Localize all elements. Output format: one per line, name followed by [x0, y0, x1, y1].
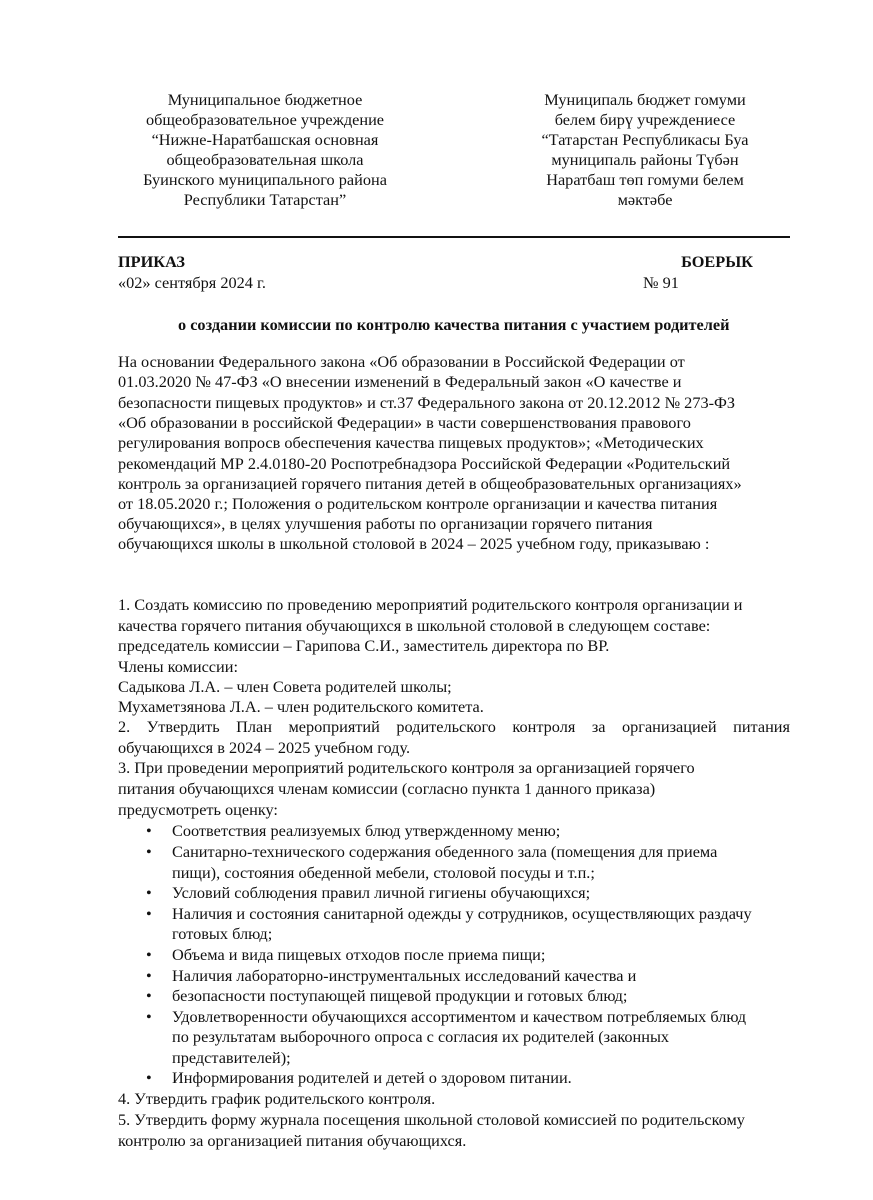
header-right-line: мәктәбе: [617, 190, 673, 209]
bullet-icon: •: [146, 986, 152, 1005]
header-divider: [118, 236, 790, 238]
list-item: Объема и вида пищевых отходов после приема пищи;: [172, 945, 546, 964]
list-item: Наличия и состояния санитарной одежды у сотрудников, осуществляющих раздачу: [172, 904, 752, 923]
list-item: Информирования родителей и детей о здоровом питании.: [172, 1068, 572, 1087]
text-line: от 18.05.2020 г.; Положения о родительском контроле организации и качества питания: [118, 494, 718, 513]
text-line: обучающихся школы в школьной столовой в 2024 – 2025 учебном году, приказываю :: [118, 534, 710, 553]
list-item-continued: представителей);: [172, 1048, 291, 1067]
text-line: контролю за организацией питания обучающихся.: [118, 1131, 467, 1150]
text-line: обучающихся», в целях улучшения работы по организации горячего питания: [118, 514, 653, 533]
list-item-continued: пищи), состояния обеденной мебели, столовой посуды и т.п.;: [172, 863, 595, 882]
list-item: Наличия лабораторно-инструментальных исследований качества и: [172, 966, 637, 985]
text-line: 2. Утвердить План мероприятий родительского контроля за организацией питания: [118, 717, 790, 736]
text-line: рекомендаций МР 2.4.0180-20 Роспотребнадзора Российской Федерации «Родительский: [118, 454, 731, 473]
header-right-line: Наратбаш төп гомуми белем: [546, 170, 744, 189]
text-line: обучающихся в 2024 – 2025 учебном году.: [118, 738, 411, 757]
text-line: 01.03.2020 № 47-ФЗ «О внесении изменений в Федеральный закон «О качестве и: [118, 372, 682, 391]
header-left-line: “Нижне-Наратбашская основная: [151, 130, 379, 149]
bullet-icon: •: [146, 821, 152, 840]
text-line: 1. Создать комиссию по проведению мероприятий родительского контроля организации и: [118, 595, 743, 614]
header-left-line: Буинского муниципального района: [143, 170, 387, 189]
list-item: Соответствия реализуемых блюд утвержденному меню;: [172, 821, 561, 840]
text-line: безопасности пищевых продуктов» и ст.37 Федерального закона от 20.12.2012 № 273-ФЗ: [118, 393, 736, 412]
list-item: Санитарно-технического содержания обеденного зала (помещения для приема: [172, 842, 718, 861]
text-line: 3. При проведении мероприятий родительского контроля за организацией горячего: [118, 758, 695, 777]
order-label-tt: БОЕРЫК: [681, 252, 753, 271]
bullet-icon: •: [146, 883, 152, 902]
header-left-line: Республики Татарстан”: [183, 190, 347, 209]
text-line: Мухаметзянова Л.А. – член родительского комитета.: [118, 697, 484, 716]
text-line: 4. Утвердить график родительского контроля.: [118, 1089, 436, 1108]
order-date: «02» сентября 2024 г.: [118, 273, 266, 292]
bullet-icon: •: [146, 966, 152, 985]
order-number: № 91: [643, 273, 679, 292]
header-right-line: белем бирү учреждениесе: [554, 110, 736, 129]
header-right-line: муниципаль районы Түбән: [551, 150, 739, 169]
list-item-continued: по результатам выборочного опроса с согласия их родителей (законных: [172, 1027, 670, 1046]
order-label-ru: ПРИКАЗ: [118, 252, 186, 271]
text-line: На основании Федерального закона «Об образовании в Российской Федерации от: [118, 352, 685, 371]
bullet-icon: •: [146, 1007, 152, 1026]
text-line: питания обучающихся членам комиссии (согласно пункта 1 данного приказа): [118, 779, 656, 798]
text-line: Члены комиссии:: [118, 657, 238, 676]
text-line: предусмотреть оценку:: [118, 800, 278, 819]
header-left-line: Муниципальное бюджетное: [167, 90, 363, 109]
list-item: Удовлетворенности обучающихся ассортиментом и качеством потребляемых блюд: [172, 1007, 747, 1026]
text-line: качества горячего питания обучающихся в школьной столовой в следующем составе:: [118, 616, 711, 635]
text-line: контроль за организацией горячего питания детей в общеобразовательных организациях»: [118, 474, 742, 493]
bullet-icon: •: [146, 842, 152, 861]
document-title: о создании комиссии по контролю качества питания с участием родителей: [178, 315, 730, 334]
header-left-line: общеобразовательная школа: [166, 150, 364, 169]
text-line: регулирования вопросв обеспечения качества пищевых продуктов»; «Методических: [118, 433, 704, 452]
list-item-continued: готовых блюд;: [172, 924, 273, 943]
text-line: председатель комиссии – Гарипова С.И., заместитель директора по ВР.: [118, 636, 610, 655]
bullet-icon: •: [146, 1068, 152, 1087]
list-item: безопасности поступающей пищевой продукции и готовых блюд;: [172, 986, 628, 1005]
bullet-icon: •: [146, 945, 152, 964]
header-right-line: Муниципаль бюджет гомуми: [544, 90, 746, 109]
list-item: Условий соблюдения правил личной гигиены обучающихся;: [172, 883, 591, 902]
text-line: 5. Утвердить форму журнала посещения школьной столовой комиссией по родительскому: [118, 1110, 745, 1129]
header-left-line: общеобразовательное учреждение: [145, 110, 385, 129]
text-line: Садыкова Л.А. – член Совета родителей школы;: [118, 677, 452, 696]
bullet-icon: •: [146, 904, 152, 923]
text-line: «Об образовании в российской Федерации» в части совершенствования правового: [118, 413, 691, 432]
header-right-line: “Татарстан Республикасы Буа: [541, 130, 749, 149]
